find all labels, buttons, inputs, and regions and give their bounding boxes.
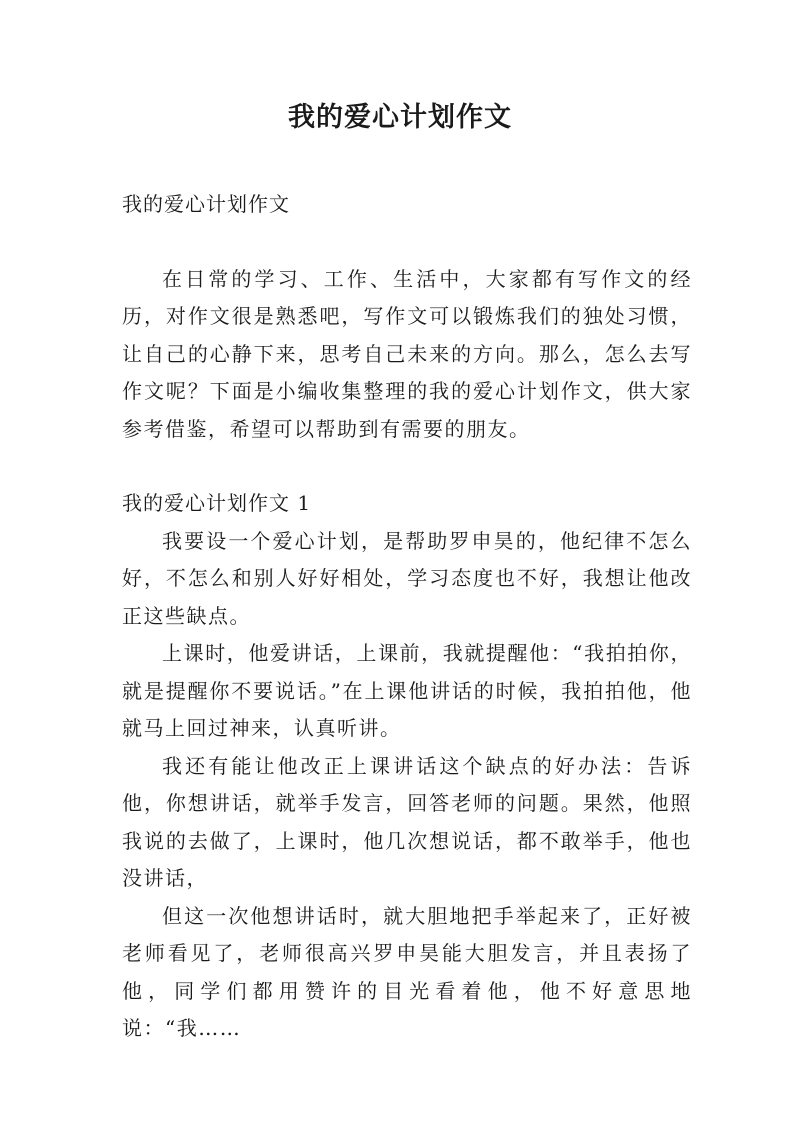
section-paragraph: 我要设一个爱心计划，是帮助罗申昊的，他纪律不怎么好，不怎么和别人好好相处，学习态度也不好，我想让他改正这些缺点。 — [122, 528, 692, 628]
section-paragraph: 但这一次他想讲话时，就大胆地把手举起来了，正好被老师看见了，老师很高兴罗申昊能大胆发言，并且表扬了他，同学们都用赞许的目光看着他，他不好意思地说：“我…… — [122, 903, 692, 1040]
section-paragraph: 我还有能让他改正上课讲话这个缺点的好办法：告诉他，你想讲话，就举手发言，回答老师的问题。果然，他照我说的去做了，上课时，他几次想说话，都不敢举手，他也没讲话， — [122, 753, 692, 890]
document-subtitle: 我的爱心计划作文 — [122, 192, 290, 216]
section-heading: 我的爱心计划作文 1 — [122, 491, 312, 515]
document-title: 我的爱心计划作文 — [288, 102, 512, 133]
intro-paragraph: 在日常的学习、工作、生活中，大家都有写作文的经历，对作文很是熟悉吧，写作文可以锻炼我们的独处习惯，让自己的心静下来，思考自己未来的方向。那么，怎么去写作文呢？下面是小编收集整理的我的爱心计划作文，供大家参考借鉴，希望可以帮助到有需要的朋友。 — [122, 266, 692, 441]
section-paragraph: 上课时，他爱讲话，上课前，我就提醒他：“我拍拍你，就是提醒你不要说话。”在上课他讲话的时候，我拍拍他，他就马上回过神来，认真听讲。 — [122, 641, 692, 740]
document-body — [122, 186, 692, 1048]
